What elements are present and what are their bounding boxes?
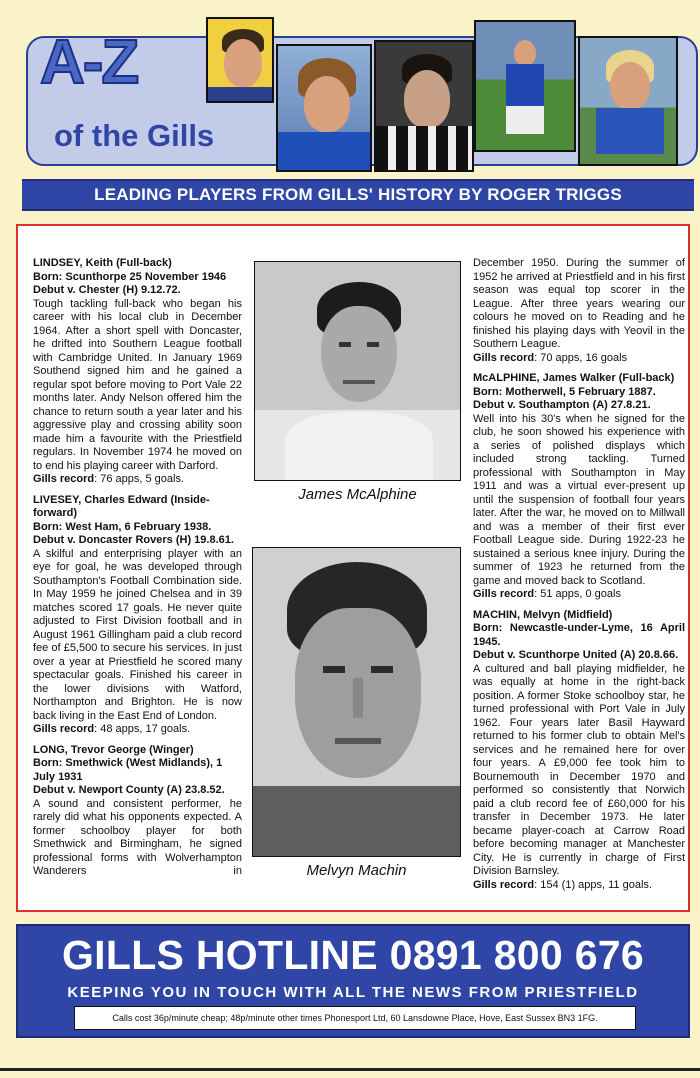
header-photo-2 <box>276 44 372 172</box>
entry-name: McALPHINE, James Walker (Full-back) <box>473 372 675 384</box>
page-title: A-Z <box>40 28 138 97</box>
entry-record: Gills record: 51 apps, 0 goals <box>473 588 621 600</box>
call-charges <box>74 1006 636 1030</box>
entry-born: Born: Smethwick (West Midlands), 1 July 1931 <box>33 757 223 783</box>
band-text: LEADING PLAYERS FROM GILLS' HISTORY BY ROGER TRIGGS <box>94 185 622 204</box>
entry-name: LONG, Trevor George (Winger) <box>33 743 194 756</box>
entry-body: Well into his 30's when he signed for the club, he soon showed his experience with a series of polished displays which included strong tackling. Turned professional with Southampton in May 1911 and was a virtual ever-present up until the suspension of football four years later. After the war, he moved on to Millwall and was a member of their first ever Football League side. During 1922-23 he sustained a serious knee injury. During the summer of 1923 he returned from the game and moved back to Scotland. <box>473 412 685 587</box>
entry-body: A skilful and enterprising player with an eye for goal, he was developed through Southampton's Football Combination side. In May 1959 he joined Chelsea and in 39 matches scored 17 goals. He never quite adjusted to First Division football and in August 1961 Gillingham paid a club record fee of £5,500 to secure his services. In just over a year at Priestfield he scored many spectacular goals. Finished his career in the lower divisions with Watford, Northampton and Brighton. He is now back living in the East End of London. <box>33 547 242 722</box>
entry-debut: Debut v. Doncaster Rovers (H) 19.8.61. <box>33 534 234 546</box>
header-photo-1 <box>206 17 274 103</box>
hotline-number: GILLS HOTLINE 0891 800 676 <box>61 932 645 978</box>
entry-record: Gills record: 76 apps, 5 goals. <box>33 473 185 485</box>
entry-record: Gills record: 48 apps, 17 goals. <box>33 723 191 735</box>
page-subtitle: of the Gills <box>54 118 215 153</box>
column-left <box>33 257 242 879</box>
header-photo-3 <box>374 40 474 172</box>
entry-record: Gills record: 70 apps, 16 goals <box>473 351 628 364</box>
caption-bottom: Melvyn Machin <box>306 862 407 879</box>
photo-james-mcalphine <box>254 261 461 481</box>
entry-body: A cultured and ball playing midfielder, he was equally at home in the right-back position. A former Stoke schoolboy star, he turned professional with Port Vale in July 1962. Four years later Basil Hayward returned to his former club to obtain Mel's services and he remained here for over four years. A £9,000 fee took him to Bournemouth in December 1970 and performed so consistently that Norwich paid a club record fee of £60,000 for his transfer in December 1973. He later became player-coach at Carrow Road before becoming manager at Manchester City. He is currently in charge of First Division Barnsley. <box>473 662 685 877</box>
entry-body: A sound and consistent performer, he rarely did what his opponents expected. A former schoolboy player for both Smethwick and Birmingham, he signed professional forms with Wolverhampton Wanderers in <box>33 797 242 877</box>
photo-melvyn-machin <box>252 547 461 857</box>
entry-body-continued: December 1950. During the summer of 1952 he arrived at Priestfield and in his first season was equal top scorer in the League. After three years wearing our colours he moved on to Reading and he finished his playing days with Yeovil in the Southern League. <box>473 257 685 350</box>
entry-name: LINDSEY, Keith (Full-back) <box>33 257 172 269</box>
entry-debut: Debut v. Newport County (A) 23.8.52. <box>33 784 225 796</box>
header-photo-5 <box>578 36 678 166</box>
entry-debut: Debut v. Scunthorpe United (A) 20.8.66. <box>473 649 679 661</box>
entry-born: Born: Motherwell, 5 February 1887. <box>473 385 656 398</box>
hotline-tagline: KEEPING YOU IN TOUCH WITH ALL THE NEWS FROM PRIESTFIELD <box>67 984 639 1001</box>
entry-debut: Debut v. Southampton (A) 27.8.21. <box>473 399 651 411</box>
entry-body: Tough tackling full-back who began his career with his local club in December 1964. After a short spell with Doncaster, he drifted into Southern League football with Cambridge United. In January 1969 Southend signed him and he gained a regular spot before moving to Port Vale 22 months later. Andy Nelson offered him the chance to return south a year later and his aggressive play and crossing ability soon made him a favourite with the Priestfield regulars. In November 1974 he moved on to end his playing career with Darford. <box>33 297 242 472</box>
entry-record: Gills record: 154 (1) apps, 11 goals. <box>473 878 652 891</box>
call-charges-text: Calls cost 36p/minute cheap; 48p/minute other times Phonesport Ltd, 60 Lansdowne Place, Hove, East Sussex BN3 1FG. <box>112 1013 598 1023</box>
entry-born: Born: Scunthorpe 25 November 1946 <box>33 270 227 283</box>
bottom-rule <box>0 1068 700 1071</box>
header-photo-4 <box>474 20 576 152</box>
column-right <box>473 257 685 892</box>
header-band <box>22 179 694 211</box>
caption-top: James McAlphine <box>298 486 417 503</box>
entry-name: MACHIN, Melvyn (Midfield) <box>473 608 613 621</box>
entry-debut: Debut v. Chester (H) 9.12.72. <box>33 284 181 296</box>
entry-name: LIVESEY, Charles Edward (Inside-forward) <box>33 493 210 519</box>
hotline-banner <box>16 924 690 1038</box>
entry-born: Born: Newcastle-under-Lyme, 16 April 1945. <box>473 622 685 648</box>
entry-born: Born: West Ham, 6 February 1938. <box>33 520 212 533</box>
